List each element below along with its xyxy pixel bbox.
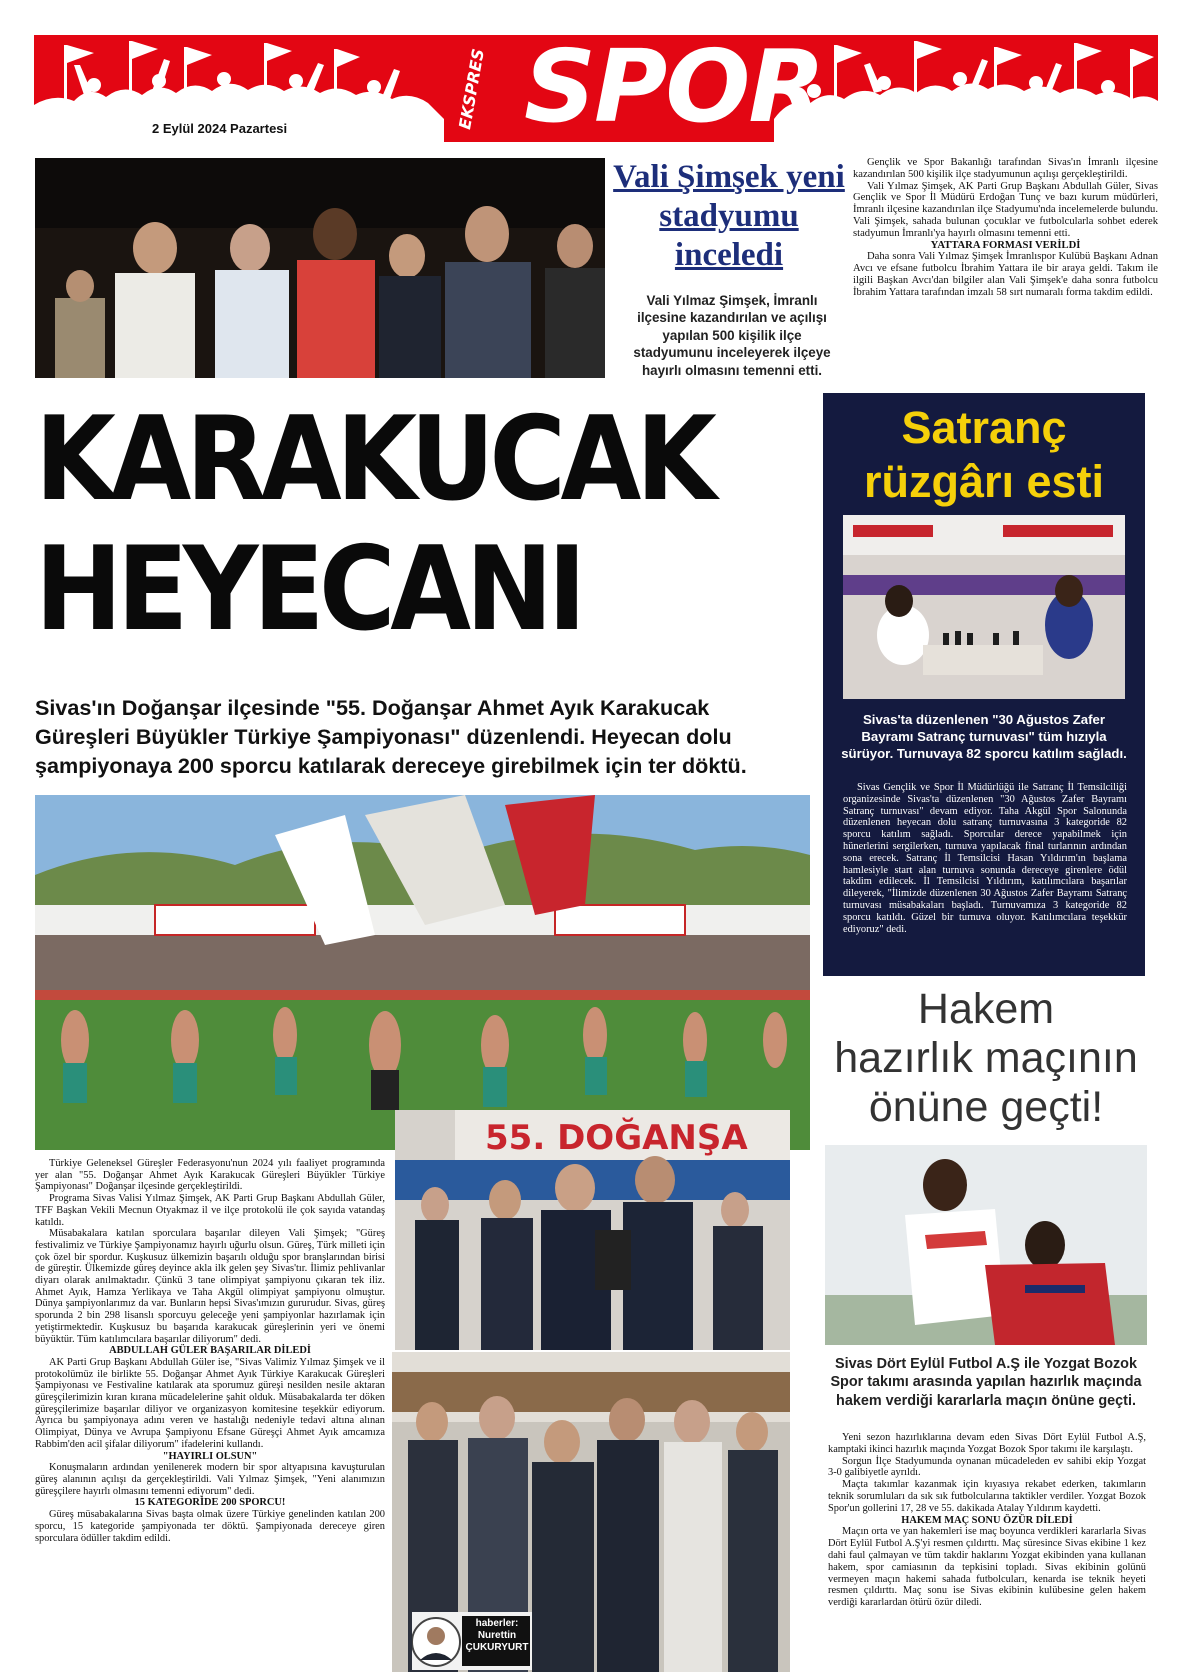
issue-date: 2 Eylül 2024 Pazartesi [146, 121, 293, 136]
masthead-kicker: EKSPRES [455, 47, 489, 131]
vali-photo [35, 158, 605, 378]
main-body-paragraph: Programa Sivas Valisi Yılmaz Şimşek, AK Parti Grup Başkanı Abdullah Güler, TFF Başkan Vekili Mecnun Otyakmaz il ve ilçe protokolü ile çok sayıda vatandaş katıldı. [35, 1193, 385, 1228]
main-headline-line: KARAKUCAK [35, 392, 712, 527]
masthead [34, 28, 1158, 145]
main-body-paragraph: AK Parti Grup Başkanı Abdullah Güler ise, "Sivas Valimiz Yılmaz Şimşek ve il protokolümüz ile birlikte 55. Doğanşar Ahmet Ayık Türkiye Karakucak Güreşleri Şampiyonası ve Festivaline katılarak ata sporumuz güreşi nesilden nesile aktaran güreşçilerimizin kıran kırana mücadelelerine şahit olduk. Müsabakalarda ter döken güreşçilerimize başarılar diliyor ve organizasyon komitesine teşekkür ediyorum. Ayrıca bu şampiyonaya adını veren ve hastalığı nedeniyle tedavi altına alınan Olimpiyat, Dünya ve Avrupa Şampiyonu Efsane Güreşçi Ahmet Ayık amcamıza Rabbim'den acil şifalar diliyorum" ifadelerini kullandı. [35, 1356, 385, 1450]
award-photo-banner: 55. DOĞANŞA [485, 1118, 748, 1158]
hakem-headline-line: Hakem [917, 985, 1055, 1033]
crowd-silhouette-right-icon [774, 35, 1158, 142]
hakem-body-paragraph: Maçın orta ve yan hakemleri ise maç boyunca verdikleri kararlarla Sivas Dört Eylül Futbol A.Ş'yi resmen çıldırttı. Maç süresince Sivas ekibine 1 kez dahi faul çalmayan ve tüm takdir haklarını Yozgat ekibinden yana kullanan hakem, spor camiasının da tepkisini topladı. Sivas ekibinin golünü vermeyen maçın hakemi sahada futbolcuları, kenarda ise teknik heyeti resmen çıldırttı. Maç sonu ise Sivas ekibinin kulübesine gelen hakem verdiği kararlardan ötürü özür diledi. [828, 1526, 1146, 1609]
main-subhead: ABDULLAH GÜLER BAŞARILAR DİLEDİ [109, 1345, 311, 1357]
hakem-body-paragraph: Sorgun İlçe Stadyumunda oynanan mücadeleden ev sahibi ekip Yozgat 3-0 galibiyetle ayrıldı. [828, 1455, 1146, 1479]
wrestling-photo [35, 795, 810, 1150]
chess-photo [843, 515, 1125, 699]
main-body-paragraph: Türkiye Geleneksel Güreşler Federasyonu'nun 2024 yılı faaliyet programında yer alan "55. Doğanşar Ahmet Ayık Karakucak Güreşleri Büyükler Türkiye Şampiyonası" Doğanşar ilçesinde gerçekleştirildi. [35, 1158, 385, 1193]
hakem-subhead: HAKEM MAÇ SONU ÖZÜR DİLEDİ [901, 1514, 1073, 1526]
hakem-lead: Sivas Dört Eylül Futbol A.Ş ile Yozgat Bozok Spor takımı arasında yapılan hazırlık maçında hakem verdiği kararlarla maçın önüne geçti. [830, 1356, 1142, 1409]
byline-badge [412, 1612, 532, 1670]
chess-headline-line: rüzgârı esti [863, 456, 1105, 507]
chess-headline-line: Satranç [901, 402, 1067, 453]
hakem-headline-line: önüne geçti! [868, 1083, 1104, 1131]
hakem-body-paragraph: Yeni sezon hazırlıklarına devam eden Sivas Dört Eylül Futbol A.Ş, kamptaki ikinci hazırlık maçında Yozgat Bozok Spor takımı ile karşılaştı. [828, 1432, 1146, 1455]
main-subhead: "HAYIRLI OLSUN" [162, 1450, 258, 1462]
chess-box [823, 393, 1145, 976]
masthead-logo: SPOR [524, 28, 824, 145]
main-lead: Sivas'ın Doğanşar ilçesinde "55. Doğanşar Ahmet Ayık Karakucak Güreşleri Büyükler Türkiye Şampiyonası" düzenlendi. Heyecan dolu şampiyonaya 200 sporcu katılarak dereceye girebilmek için ter döktü. [35, 695, 747, 778]
main-body-paragraph: Müsabakalara katılan sporculara başarılar dileyen Vali Şimşek; "Güreş festivalimiz ve Türkiye Şampiyonamız hayırlı uğurlu olsun. Güreş, Türk milleti için çok özel bir spordur. Kuşkusuz ülkemizin başarılı olduğu spor branşlarından birisi de güreştir. Ülkemizde güreş deyince akla ilk gelen şey Sivas'tır. İlimiz pehlivanlar diyarı olarak anılmaktadır. Çünkü 3 tane olimpiyat şampiyonu çıkaran tek iliz. Ahmet Ayık, Hamza Yerlikaya ve Taha Akgül olimpiyat şampiyonu olmuştur. Dünya şampiyonlarımız da var. Bunların hepsi Sivas'ımızın gururudur. Sivas, güreş sporunda 2 bin 298 lisanslı sporcuyu geleceğe yeni şampiyonlar hazırlamak için yetiştirmektedir. Kuşkusuz bu başarıda karakucak güreşlerinin yeri ve önemi büyüktür. Tüm katılımcılara başarılar diliyorum" dedi. [35, 1228, 385, 1345]
hakem-body [828, 1432, 1146, 1609]
byline-name: Nurettin ÇUKURYURT [465, 1630, 529, 1653]
hakem-headline [826, 985, 1146, 1132]
award-photo [395, 1110, 790, 1350]
vali-body-paragraph: Vali Yılmaz Şimşek, AK Parti Grup Başkanı Abdullah Güler, Sivas Gençlik ve Spor İl Müdürü Erdoğan Tunç ve bazı kurum müdürleri, İmranlı ilçesine kazandırılan ilçe Stadyumu'nda incelemelerde bulundu. Vali Şimşek, sahada bulunan çocuklar ve futbolcularla sohbet ederek stadyumun İmranlı'ya hayırlı olmasını temenni etti. [853, 180, 1158, 239]
chess-headline [823, 401, 1145, 509]
vali-headline: Vali Şimşek yeni stadyumu inceledi [613, 159, 845, 273]
hakem-headline-line: hazırlık maçının [834, 1034, 1138, 1082]
byline-label: haberler: [475, 1618, 519, 1629]
chess-body-paragraph: Sivas Gençlik ve Spor İl Müdürlüğü ile Satranç İl Temsilciliği organizesinde Sivas'ta düzenlenen "30 Ağustos Zafer Bayramı Satranç turnuvası" devam ediyor. Taha Akgül Spor Salonunda düzenlenen heyecan dolu satranç turnuvasına 3 kategoride 82 sporcu katılım sağladı. Sporcular derece yapabilmek için hünerlerini sergilerken, turnuva yapılacak final turlarının ardından sona erecek. Satranç İl Temsilcisi Hasan Yıldırım'ın başlama hamlesiyle start alan turnuva sonunda dereceye girenlere ödül takdim edilecek. İl Temsilcisi Yıldırım, katılımcılara başarılar dileyerek, "İlimizde düzenlenen 30 Ağustos Zafer Bayramı Satranç turnuvası müsabakaları başladı. Turnuvamıza 3 kategoride 82 sporcu katıldı. Güzel bir turnuva oluyor. Katılımcılara teşekkür ediyoruz" dedi. [843, 782, 1127, 935]
main-headline [35, 392, 755, 657]
vali-body-paragraph: Gençlik ve Spor Bakanlığı tarafından Sivas'ın İmranlı ilçesine kazandırılan 500 kişilik ilçe stadyumunun açılışı gerçekleştirildi. [853, 157, 1158, 180]
main-body-paragraph: Güreş müsabakalarına Sivas başta olmak üzere Türkiye genelinden katılan 200 sporcu, 15 kategoride şampiyonada ter döktü. Şampiyonada dereceye giren sporculara ödüller takdim edildi. [35, 1509, 385, 1544]
hakem-body-paragraph: Maçta takımlar kazanmak için kıyasıya rekabet ederken, takımların teknik sorumluları da sık sık futbolcularına taktikler verdiler. Yozgat Bozok Spor'un gollerini 17, 28 ve 55. dakikada Atalay Yıldırım kaydetti. [828, 1479, 1146, 1514]
vali-lead: Vali Yılmaz Şimşek, İmranlı ilçesine kazandırılan ve açılışı yapılan 500 kişilik ilçe stadyumunu inceleyerek ilçeye hayırlı olmasını temenni etti. [633, 293, 831, 378]
chess-body [843, 782, 1127, 935]
main-body-paragraph: Konuşmaların ardından yenilenerek modern bir spor altyapısına kavuşturulan güreş alanının açılışı da gerçekleştirildi. Vali Yılmaz Şimşek, "Yeni alanımızın güreşçilere hayırlı olmasını temenni ediyorum" dedi. [35, 1462, 385, 1497]
main-subhead: 15 KATEGORİDE 200 SPORCU! [134, 1497, 286, 1509]
chess-lead: Sivas'ta düzenlenen "30 Ağustos Zafer Bayramı Satranç turnuvası" tüm hızıyla sürüyor. Turnuvaya 82 sporcu katılım sağladı. [841, 712, 1127, 761]
vali-body-paragraph: Daha sonra Vali Yılmaz Şimşek İmranlıspor Kulübü Başkanı Adnan Avcı ve efsane futbolcu İbrahim Yattara ile bir araya geldi. Takım ile ilgili Başkan Avcı'dan bilgiler alan Vali Şimşek'e daha sonra futbolcu İbrahim Yattara tarafından imzalı 58 sırt numaralı forma takdim edildi. [853, 251, 1158, 298]
vali-body [853, 157, 1158, 299]
main-body [35, 1158, 385, 1544]
football-photo [825, 1145, 1147, 1345]
main-headline-line: HEYECANI [35, 522, 582, 657]
vali-subhead: YATTARA FORMASI VERİLDİ [930, 239, 1081, 251]
